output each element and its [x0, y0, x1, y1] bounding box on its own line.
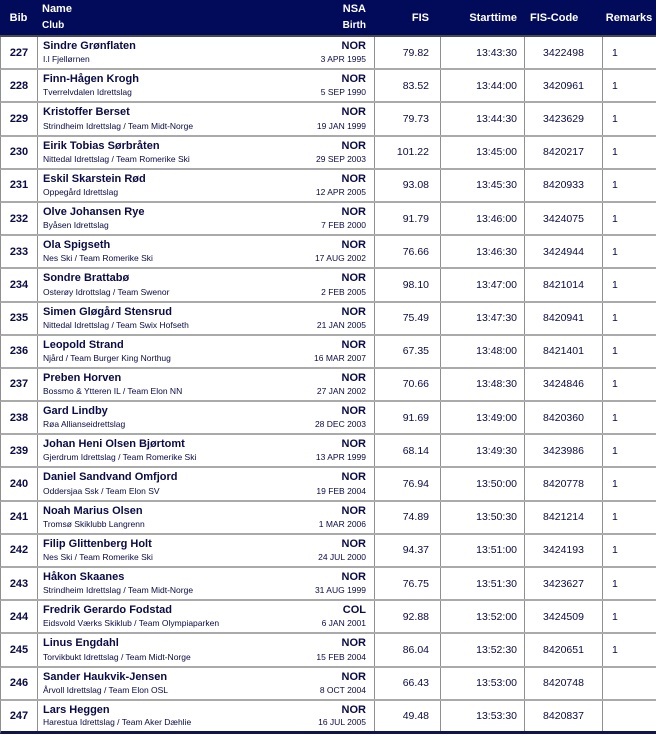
- table-row: [0, 203, 656, 236]
- remark-value: 1: [612, 146, 618, 159]
- remark-value: 1: [612, 245, 618, 258]
- fis-points: 86.04: [375, 634, 441, 665]
- fis-code: 8421401: [525, 336, 603, 367]
- start-time: 13:50:30: [441, 502, 525, 533]
- remark-value: [603, 668, 656, 699]
- table-row: [0, 37, 656, 70]
- club-name: Strindheim Idrettslag / Team Midt-Norge: [43, 585, 194, 596]
- nsa-code: NOR: [341, 205, 366, 218]
- fis-points: 75.49: [375, 303, 441, 334]
- birth-date: 21 JAN 2005: [316, 319, 366, 330]
- start-time: 13:52:30: [441, 634, 525, 665]
- bib-number: 245: [1, 634, 38, 665]
- table-row: [0, 137, 656, 170]
- start-time: 13:50:00: [441, 468, 525, 499]
- table-row: [0, 170, 656, 203]
- fis-code: 8420360: [525, 402, 603, 433]
- fis-code: 3420961: [525, 70, 603, 101]
- table-row: [0, 502, 656, 535]
- table-row: [0, 601, 656, 634]
- start-time: 13:44:00: [441, 70, 525, 101]
- remark-value: 1: [612, 544, 618, 557]
- bib-number: 243: [1, 568, 38, 599]
- bib-number: 242: [1, 535, 38, 566]
- club-name: Tverrelvdalen Idrettslag: [43, 87, 132, 98]
- nsa-code: NOR: [341, 40, 366, 52]
- table-row: [0, 336, 656, 369]
- athlete-name: Kristoffer Berset: [43, 106, 130, 119]
- athlete-name: Eirik Tobias Sørbråten: [43, 139, 160, 152]
- birth-date: 3 APR 1995: [320, 54, 366, 65]
- remark-value: 1: [612, 345, 618, 358]
- birth-date: 16 JUL 2005: [318, 716, 366, 727]
- nsa-code: COL: [342, 604, 366, 617]
- athlete-name: Preben Horven: [43, 371, 122, 384]
- fis-code: 3424944: [525, 236, 603, 267]
- athlete-name: Noah Marius Olsen: [43, 504, 143, 517]
- start-time: 13:49:00: [441, 402, 525, 433]
- birth-date: 19 FEB 2004: [316, 485, 366, 496]
- fis-points: 66.43: [375, 668, 441, 699]
- fis-code: 8421214: [525, 502, 603, 533]
- start-time: 13:48:00: [441, 336, 525, 367]
- table-header-row: [0, 0, 656, 37]
- club-name: Nes Ski / Team Romerike Ski: [43, 253, 153, 264]
- athlete-cell: [38, 170, 375, 201]
- athlete-cell: [38, 137, 375, 168]
- table-row: [0, 634, 656, 667]
- fis-code: 8420778: [525, 468, 603, 499]
- table-row: [0, 303, 656, 336]
- athlete-cell: [38, 303, 375, 334]
- start-time: 13:51:00: [441, 535, 525, 566]
- athlete-name: Sander Haukvik-Jensen: [43, 670, 168, 683]
- club-name: Eidsvold Værks Skiklub / Team Olympiaparken: [43, 618, 220, 629]
- nsa-code: NOR: [341, 703, 366, 716]
- athlete-cell: [38, 601, 375, 632]
- fis-code: 8420217: [525, 137, 603, 168]
- start-time: 13:45:00: [441, 137, 525, 168]
- bib-number: 241: [1, 502, 38, 533]
- bib-number: 244: [1, 601, 38, 632]
- start-time: 13:47:30: [441, 303, 525, 334]
- bib-number: 237: [1, 369, 38, 400]
- club-name: Oddersjaa Ssk / Team Elon SV: [43, 485, 160, 496]
- bib-number: 240: [1, 468, 38, 499]
- bib-number: 233: [1, 236, 38, 267]
- start-time: 13:47:00: [441, 269, 525, 300]
- nsa-code: NOR: [341, 571, 366, 583]
- birth-date: 15 FEB 2004: [316, 651, 366, 662]
- athlete-name: Olve Johansen Rye: [43, 205, 145, 218]
- nsa-code: NOR: [341, 139, 366, 152]
- athlete-cell: [38, 568, 375, 599]
- nsa-code: NOR: [341, 73, 366, 86]
- bib-number: 234: [1, 269, 38, 300]
- remark-value: 1: [612, 411, 618, 424]
- bib-number: 235: [1, 303, 38, 334]
- bib-number: 227: [1, 37, 38, 68]
- table-row: [0, 402, 656, 435]
- fis-points: 76.94: [375, 468, 441, 499]
- header-bib: Bib: [9, 11, 28, 24]
- bib-number: 230: [1, 137, 38, 168]
- birth-date: 19 JAN 1999: [316, 120, 366, 131]
- fis-points: 79.82: [375, 37, 441, 68]
- start-time: 13:53:30: [441, 701, 525, 731]
- fis-code: 8420941: [525, 303, 603, 334]
- club-name: Osterøy Idrottslag / Team Swenor: [43, 286, 170, 297]
- fis-code: 8420837: [525, 701, 603, 731]
- club-name: I.l Fjellørnen: [43, 54, 90, 65]
- fis-points: 76.66: [375, 236, 441, 267]
- club-name: Gjerdrum Idrettslag / Team Romerike Ski: [43, 452, 197, 463]
- fis-code: 3424846: [525, 369, 603, 400]
- birth-date: 5 SEP 1990: [320, 87, 366, 98]
- table-row: [0, 103, 656, 136]
- remark-value: 1: [612, 478, 618, 491]
- athlete-cell: [38, 535, 375, 566]
- nsa-code: NOR: [341, 537, 366, 550]
- birth-date: 12 APR 2005: [315, 186, 366, 197]
- nsa-code: NOR: [341, 239, 366, 252]
- fis-points: 93.08: [375, 170, 441, 201]
- athlete-cell: [38, 203, 375, 234]
- club-name: Tromsø Skiklubb Langrenn: [43, 518, 145, 529]
- club-name: Strindheim Idrettslag / Team Midt-Norge: [43, 120, 194, 131]
- nsa-code: NOR: [341, 438, 366, 451]
- birth-date: 17 AUG 2002: [314, 253, 366, 264]
- fis-points: 92.88: [375, 601, 441, 632]
- fis-points: 76.75: [375, 568, 441, 599]
- remark-value: 1: [612, 212, 618, 225]
- remark-value: 1: [612, 577, 618, 590]
- header-fis-code: FIS-Code: [530, 11, 579, 24]
- bib-number: 239: [1, 435, 38, 466]
- fis-code: 8420933: [525, 170, 603, 201]
- fis-points: 83.52: [375, 70, 441, 101]
- bib-number: 246: [1, 668, 38, 699]
- bib-number: 229: [1, 103, 38, 134]
- birth-date: 6 JAN 2001: [321, 618, 366, 629]
- athlete-name: Eskil Skarstein Rød: [43, 172, 146, 185]
- athlete-cell: [38, 369, 375, 400]
- birth-date: 7 FEB 2000: [321, 220, 366, 231]
- club-name: Oppegård Idrettslag: [43, 186, 119, 197]
- fis-points: 49.48: [375, 701, 441, 731]
- club-name: Nittedal Idrettslag / Team Romerike Ski: [43, 153, 190, 164]
- birth-date: 24 JUL 2000: [318, 552, 366, 562]
- start-time: 13:49:30: [441, 435, 525, 466]
- start-time: 13:48:30: [441, 369, 525, 400]
- table-row: [0, 535, 656, 568]
- bib-number: 238: [1, 402, 38, 433]
- header-remarks: Remarks: [605, 11, 653, 24]
- athlete-cell: [38, 402, 375, 433]
- remark-value: 1: [612, 46, 618, 59]
- club-name: Røa Allianseidrettslag: [43, 419, 126, 430]
- nsa-code: NOR: [341, 637, 366, 650]
- start-time: 13:53:00: [441, 668, 525, 699]
- nsa-code: NOR: [341, 371, 366, 384]
- club-name: Njård / Team Burger King Northug: [43, 352, 171, 363]
- header-name-club: [37, 0, 374, 35]
- athlete-cell: [38, 236, 375, 267]
- fis-code: 8420651: [525, 634, 603, 665]
- athlete-cell: [38, 701, 375, 731]
- nsa-code: NOR: [341, 106, 366, 119]
- athlete-name: Lars Heggen: [43, 703, 110, 716]
- remark-value: 1: [612, 643, 618, 656]
- start-time: 13:43:30: [441, 37, 525, 68]
- athlete-name: Sindre Grønflaten: [43, 40, 136, 52]
- header-name: Name: [42, 3, 72, 15]
- table-row: [0, 70, 656, 103]
- remark-value: 1: [612, 511, 618, 524]
- table-row: [0, 568, 656, 601]
- table-row: [0, 369, 656, 402]
- remark-value: 1: [612, 278, 618, 291]
- remark-value: [603, 701, 656, 731]
- nsa-code: NOR: [341, 305, 366, 318]
- birth-date: 27 JAN 2002: [316, 386, 366, 397]
- birth-date: 13 APR 1999: [315, 452, 366, 463]
- athlete-name: Finn-Hågen Krogh: [43, 73, 139, 86]
- club-name: Torvikbukt Idrettslag / Team Midt-Norge: [43, 651, 191, 662]
- athlete-name: Leopold Strand: [43, 338, 124, 351]
- athlete-name: Fredrik Gerardo Fodstad: [43, 604, 172, 617]
- bib-number: 231: [1, 170, 38, 201]
- start-time: 13:51:30: [441, 568, 525, 599]
- start-list-body: [0, 37, 656, 734]
- fis-points: 74.89: [375, 502, 441, 533]
- nsa-code: NOR: [341, 338, 366, 351]
- fis-code: 8420748: [525, 668, 603, 699]
- bib-number: 247: [1, 701, 38, 731]
- remark-value: 1: [612, 79, 618, 92]
- athlete-name: Håkon Skaanes: [43, 571, 125, 583]
- fis-code: 8421014: [525, 269, 603, 300]
- fis-code: 3423627: [525, 568, 603, 599]
- remark-value: 1: [612, 378, 618, 391]
- club-name: Harestua Idrettslag / Team Aker Dæhlie: [43, 716, 192, 727]
- table-row: [0, 269, 656, 302]
- club-name: Nittedal Idrettslag / Team Swix Hofseth: [43, 319, 189, 330]
- fis-points: 91.69: [375, 402, 441, 433]
- fis-points: 68.14: [375, 435, 441, 466]
- fis-points: 67.35: [375, 336, 441, 367]
- bib-number: 236: [1, 336, 38, 367]
- header-starttime: Starttime: [469, 11, 517, 24]
- fis-code: 3424509: [525, 601, 603, 632]
- remark-value: 1: [612, 312, 618, 325]
- club-name: Bossmo & Ytteren IL / Team Elon NN: [43, 386, 183, 397]
- athlete-cell: [38, 468, 375, 499]
- athlete-cell: [38, 37, 375, 68]
- table-row: [0, 236, 656, 269]
- header-club: Club: [42, 20, 65, 31]
- athlete-cell: [38, 502, 375, 533]
- birth-date: 16 MAR 2007: [314, 352, 366, 363]
- athlete-name: Sondre Brattabø: [43, 272, 130, 285]
- header-nsa: NSA: [342, 3, 366, 15]
- fis-code: 3422498: [525, 37, 603, 68]
- birth-date: 29 SEP 2003: [316, 153, 366, 164]
- athlete-name: Simen Gløgård Stensrud: [43, 305, 172, 318]
- nsa-code: NOR: [341, 471, 366, 484]
- athlete-cell: [38, 634, 375, 665]
- header-birth: Birth: [342, 20, 366, 31]
- birth-date: 31 AUG 1999: [314, 585, 366, 596]
- birth-date: 8 OCT 2004: [319, 684, 366, 695]
- athlete-name: Daniel Sandvand Omfjord: [43, 471, 178, 484]
- athlete-cell: [38, 668, 375, 699]
- start-time: 13:46:30: [441, 236, 525, 267]
- table-row: [0, 468, 656, 501]
- club-name: Årvoll Idrettslag / Team Elon OSL: [43, 684, 169, 695]
- start-time: 13:52:00: [441, 601, 525, 632]
- athlete-cell: [38, 269, 375, 300]
- table-row: [0, 435, 656, 468]
- remark-value: 1: [612, 610, 618, 623]
- fis-points: 70.66: [375, 369, 441, 400]
- remark-value: 1: [612, 179, 618, 192]
- fis-points: 94.37: [375, 535, 441, 566]
- fis-code: 3424193: [525, 535, 603, 566]
- birth-date: 2 FEB 2005: [321, 286, 366, 297]
- fis-points: 79.73: [375, 103, 441, 134]
- club-name: Byåsen Idrettslag: [43, 220, 109, 231]
- birth-date: 1 MAR 2006: [318, 518, 366, 529]
- table-row: [0, 701, 656, 734]
- nsa-code: NOR: [341, 272, 366, 285]
- athlete-cell: [38, 70, 375, 101]
- athlete-cell: [38, 336, 375, 367]
- table-row: [0, 668, 656, 701]
- remark-value: 1: [612, 444, 618, 457]
- athlete-cell: [38, 103, 375, 134]
- fis-points: 98.10: [375, 269, 441, 300]
- start-time: 13:45:30: [441, 170, 525, 201]
- nsa-code: NOR: [341, 504, 366, 517]
- nsa-code: NOR: [341, 670, 366, 683]
- nsa-code: NOR: [341, 172, 366, 185]
- fis-code: 3423629: [525, 103, 603, 134]
- athlete-name: Filip Glittenberg Holt: [43, 537, 152, 550]
- fis-points: 91.79: [375, 203, 441, 234]
- bib-number: 228: [1, 70, 38, 101]
- nsa-code: NOR: [341, 405, 366, 418]
- athlete-name: Ola Spigseth: [43, 239, 111, 252]
- remark-value: 1: [612, 112, 618, 125]
- athlete-name: Gard Lindby: [43, 405, 108, 418]
- start-time: 13:44:30: [441, 103, 525, 134]
- fis-points: 101.22: [375, 137, 441, 168]
- bib-number: 232: [1, 203, 38, 234]
- club-name: Nes Ski / Team Romerike Ski: [43, 552, 153, 562]
- header-fis: FIS: [411, 11, 429, 24]
- start-time: 13:46:00: [441, 203, 525, 234]
- fis-code: 3424075: [525, 203, 603, 234]
- athlete-name: Linus Engdahl: [43, 637, 119, 650]
- athlete-name: Johan Heni Olsen Bjørtomt: [43, 438, 185, 451]
- athlete-cell: [38, 435, 375, 466]
- fis-code: 3423986: [525, 435, 603, 466]
- birth-date: 28 DEC 2003: [314, 419, 366, 430]
